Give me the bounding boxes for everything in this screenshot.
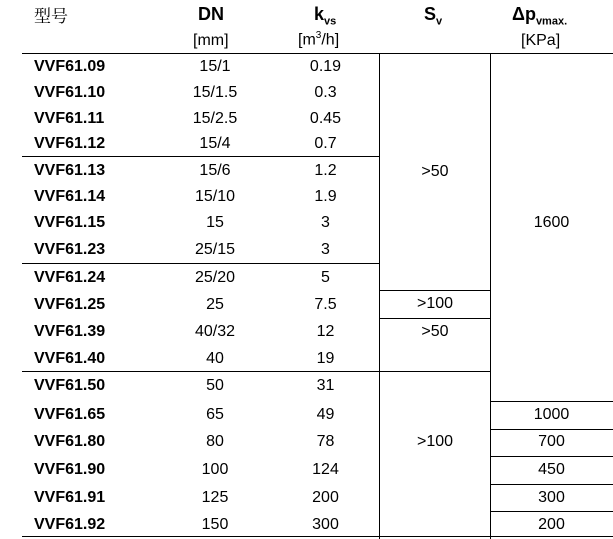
row-kvs: 0.19	[309, 58, 342, 75]
row-kvs: 12	[316, 323, 335, 340]
row-kvs: 0.3	[314, 84, 337, 101]
sv-column-left-border	[379, 53, 380, 539]
row-model: VVF61.24	[34, 269, 106, 286]
row-dn: 15/1	[199, 58, 231, 75]
row-model: VVF61.14	[34, 188, 106, 205]
row-kvs: 19	[316, 350, 335, 367]
sv-divider	[379, 318, 490, 319]
dp-divider	[490, 401, 613, 402]
sv-divider	[379, 290, 490, 291]
row-model: VVF61.92	[34, 516, 106, 533]
row-dn: 40	[206, 350, 224, 367]
header-kvs-main: k	[314, 4, 325, 24]
group-divider	[22, 371, 379, 372]
header-kvs-unit-pre: [m	[298, 31, 316, 49]
row-kvs: 78	[316, 433, 335, 450]
header-model: 型号	[34, 7, 68, 26]
group-divider	[22, 156, 379, 157]
dp-group-label: 200	[538, 516, 565, 533]
row-model: VVF61.25	[34, 296, 106, 313]
header-dp	[512, 4, 567, 28]
row-dn: 15/4	[199, 135, 231, 152]
sv-group-label: >100	[416, 295, 454, 312]
sv-column-right-border	[490, 53, 491, 539]
row-kvs: 0.45	[309, 110, 342, 127]
row-dn: 15/6	[199, 162, 231, 179]
group-divider	[22, 263, 379, 264]
row-model: VVF61.65	[34, 406, 106, 423]
row-kvs: 124	[312, 461, 339, 478]
row-dn: 25/20	[194, 269, 236, 286]
header-sv-sub: v	[436, 15, 443, 28]
dp-group-label: 1600	[533, 214, 570, 231]
row-model: VVF61.23	[34, 241, 106, 258]
row-kvs: 3	[321, 241, 330, 258]
row-model: VVF61.10	[34, 84, 106, 101]
row-dn: 100	[201, 461, 229, 478]
row-model: VVF61.13	[34, 162, 106, 179]
header-sv-main: S	[424, 4, 437, 24]
header-dn-unit: [mm]	[193, 32, 229, 49]
header-kvs-unit	[298, 30, 339, 49]
row-dn: 50	[206, 377, 224, 394]
row-dn: 40/32	[194, 323, 236, 340]
sv-group-label: >100	[416, 433, 454, 450]
sv-group-label: >50	[421, 323, 449, 340]
row-kvs: 49	[316, 406, 335, 423]
row-kvs: 7.5	[314, 296, 337, 313]
row-kvs: 1.9	[314, 188, 337, 205]
header-kvs-unit-sup: 3	[315, 30, 322, 41]
header-kvs-sub: vs	[324, 15, 337, 28]
header-rule	[22, 53, 613, 54]
header-dp-sub: vmax.	[535, 15, 568, 28]
header-kvs	[314, 4, 336, 28]
row-kvs: 3	[321, 214, 330, 231]
row-kvs: 0.7	[314, 135, 337, 152]
row-model: VVF61.15	[34, 214, 106, 231]
header-sv	[424, 4, 442, 28]
row-dn: 15/10	[194, 188, 236, 205]
row-model: VVF61.11	[34, 110, 105, 127]
row-model: VVF61.91	[34, 489, 106, 506]
dp-group-label: 1000	[533, 406, 570, 423]
row-model: VVF61.39	[34, 323, 106, 340]
row-kvs: 5	[321, 269, 330, 286]
row-dn: 80	[206, 433, 224, 450]
row-dn: 15/1.5	[192, 84, 238, 101]
row-kvs: 300	[312, 516, 339, 533]
row-kvs: 200	[312, 489, 339, 506]
dp-divider	[490, 511, 613, 512]
dp-divider	[490, 484, 613, 485]
row-dn: 25/15	[194, 241, 236, 258]
row-dn: 15	[206, 214, 224, 231]
sv-group-label: >50	[421, 163, 449, 180]
row-dn: 25	[206, 296, 224, 313]
row-dn: 65	[206, 406, 224, 423]
row-dn: 150	[201, 516, 229, 533]
row-dn: 15/2.5	[192, 110, 238, 127]
row-model: VVF61.40	[34, 350, 106, 367]
dp-group-label: 300	[538, 489, 565, 506]
dp-divider	[490, 429, 613, 430]
row-kvs: 1.2	[314, 162, 337, 179]
row-model: VVF61.09	[34, 58, 106, 75]
row-dn: 125	[201, 489, 229, 506]
dp-divider	[490, 456, 613, 457]
row-model: VVF61.90	[34, 461, 106, 478]
dp-group-label: 450	[538, 461, 565, 478]
row-model: VVF61.12	[34, 135, 106, 152]
row-kvs: 31	[316, 377, 335, 394]
row-model: VVF61.50	[34, 377, 106, 394]
header-dp-main: Δp	[512, 4, 536, 24]
dp-group-label: 700	[538, 433, 565, 450]
header-dp-unit: [KPa]	[521, 32, 561, 49]
header-kvs-unit-post: /h]	[321, 31, 340, 49]
header-dn: DN	[198, 4, 224, 24]
sv-divider	[379, 371, 490, 372]
row-model: VVF61.80	[34, 433, 106, 450]
table-bottom-rule	[22, 536, 613, 537]
